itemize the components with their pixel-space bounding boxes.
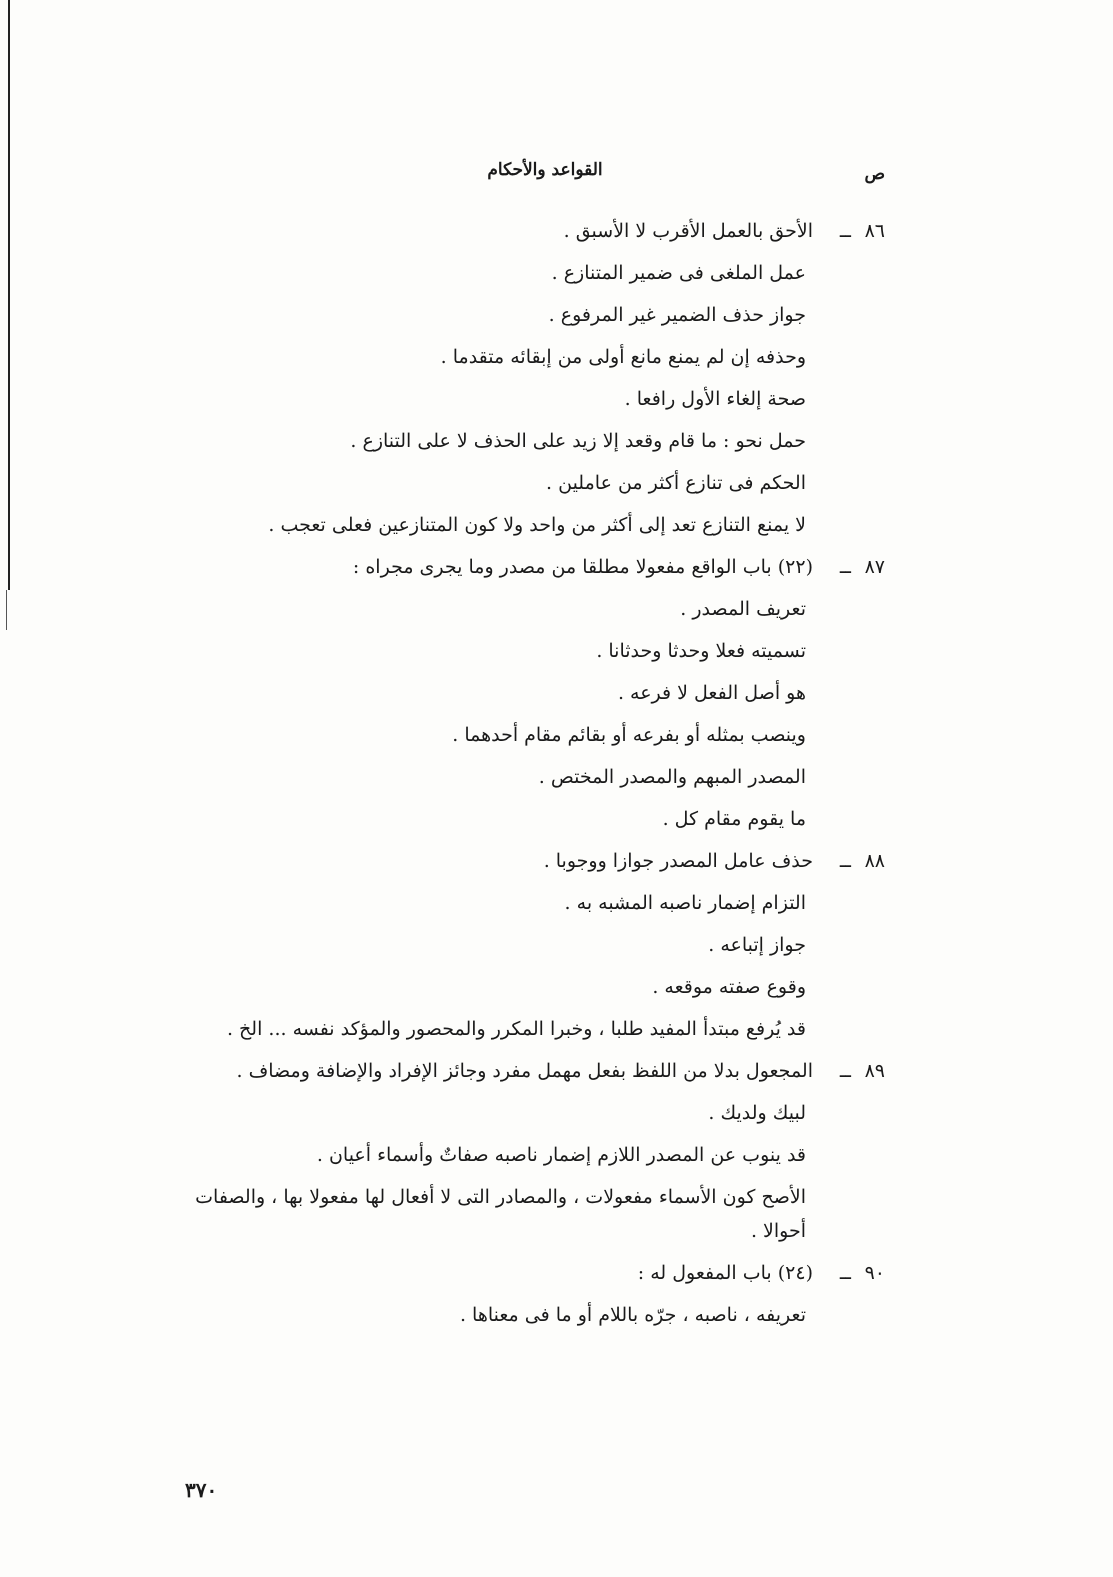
list-item bbox=[0, 1092, 1113, 1134]
entry-dash: ــ bbox=[839, 220, 851, 242]
entry-dash: ــ bbox=[839, 850, 851, 872]
entry-dash: ــ bbox=[839, 1262, 851, 1284]
entry-head bbox=[0, 840, 1113, 882]
header-title: القواعد والأحكام bbox=[487, 160, 603, 180]
page-number: ٣٧٠ bbox=[185, 1478, 218, 1502]
item-text: جواز إتباعه . bbox=[708, 934, 806, 956]
item-text: جواز حذف الضمير غير المرفوع . bbox=[548, 304, 806, 326]
list-item bbox=[0, 756, 1113, 798]
list-item bbox=[0, 966, 1113, 1008]
entries-list bbox=[0, 210, 1113, 1336]
item-text: التزام إضمار ناصبه المشبه به . bbox=[564, 892, 806, 914]
entry-dash: ــ bbox=[839, 556, 851, 578]
list-item bbox=[0, 504, 1113, 546]
list-item bbox=[0, 462, 1113, 504]
list-item bbox=[0, 882, 1113, 924]
entry-heading: الأحق بالعمل الأقرب لا الأسبق . bbox=[563, 220, 813, 242]
header-column-label: ص bbox=[864, 164, 885, 184]
entry-87 bbox=[0, 546, 1113, 840]
list-item bbox=[0, 714, 1113, 756]
list-item bbox=[0, 630, 1113, 672]
list-item bbox=[0, 252, 1113, 294]
item-text: تعريف المصدر . bbox=[680, 598, 806, 620]
entry-88 bbox=[0, 840, 1113, 1050]
list-item bbox=[0, 336, 1113, 378]
entry-dash: ــ bbox=[839, 1060, 851, 1082]
list-item bbox=[0, 924, 1113, 966]
item-text: عمل الملغى فى ضمير المتنازع . bbox=[551, 262, 806, 284]
item-text: ما يقوم مقام كل . bbox=[662, 808, 806, 830]
entry-90 bbox=[0, 1252, 1113, 1336]
item-text: قد ينوب عن المصدر اللازم إضمار ناصبه صفاتٌ وأسماء أعيان . bbox=[316, 1144, 806, 1166]
item-text: المصدر المبهم والمصدر المختص . bbox=[538, 766, 806, 788]
item-text: تسميته فعلا وحدثا وحدثانا . bbox=[596, 640, 806, 662]
item-text: وحذفه إن لم يمنع مانع أولى من إبقائه متقدما . bbox=[440, 346, 806, 368]
item-text: قد يُرفع مبتدأ المفيد طلبا ، وخبرا المكرر والمحصور والمؤكد نفسه ... الخ . bbox=[226, 1018, 806, 1040]
entry-heading: (٢٤) باب المفعول له : bbox=[637, 1262, 813, 1284]
entry-head bbox=[0, 1252, 1113, 1294]
entry-head bbox=[0, 546, 1113, 588]
list-item bbox=[0, 1134, 1113, 1176]
list-item bbox=[0, 294, 1113, 336]
entry-89 bbox=[0, 1050, 1113, 1252]
item-text: الأصح كون الأسماء مفعولات ، والمصادر التى لا أفعال لها مفعولا بها ، والصفات أحوالا . bbox=[195, 1186, 806, 1242]
entry-number: ٨٨ bbox=[864, 850, 885, 872]
entry-heading: حذف عامل المصدر جوازا ووجوبا . bbox=[543, 850, 813, 872]
list-item bbox=[0, 1008, 1113, 1050]
list-item bbox=[0, 798, 1113, 840]
list-item bbox=[0, 1176, 1113, 1252]
entry-head bbox=[0, 1050, 1113, 1092]
entry-number: ٩٠ bbox=[864, 1262, 885, 1284]
item-text: حمل نحو : ما قام وقعد إلا زيد على الحذف لا على التنازع . bbox=[350, 430, 806, 452]
entry-number: ٨٦ bbox=[864, 220, 885, 242]
page-header bbox=[0, 160, 1113, 190]
list-item bbox=[0, 378, 1113, 420]
item-text: وينصب بمثله أو بفرعه أو بقائم مقام أحدهما . bbox=[452, 724, 806, 746]
item-text: الحكم فى تنازع أكثر من عاملين . bbox=[546, 472, 806, 494]
item-text: لبيك ولديك . bbox=[708, 1102, 806, 1124]
entry-number: ٨٧ bbox=[864, 556, 885, 578]
entry-head bbox=[0, 210, 1113, 252]
item-text: تعريفه ، ناصبه ، جرّه باللام أو ما فى معناها . bbox=[459, 1304, 806, 1326]
item-text: هو أصل الفعل لا فرعه . bbox=[617, 682, 806, 704]
list-item bbox=[0, 588, 1113, 630]
item-text: لا يمنع التنازع تعد إلى أكثر من واحد ولا كون المتنازعين فعلى تعجب . bbox=[268, 514, 806, 536]
entry-number: ٨٩ bbox=[864, 1060, 885, 1082]
item-text: وقوع صفته موقعه . bbox=[652, 976, 806, 998]
list-item bbox=[0, 420, 1113, 462]
entry-heading: (٢٢) باب الواقع مفعولا مطلقا من مصدر وما يجرى مجراه : bbox=[352, 556, 813, 578]
entry-86 bbox=[0, 210, 1113, 546]
item-text: صحة إلغاء الأول رافعا . bbox=[624, 388, 806, 410]
list-item bbox=[0, 1294, 1113, 1336]
entry-heading: المجعول بدلا من اللفظ بفعل مهمل مفرد وجائز الإفراد والإضافة ومضاف . bbox=[236, 1060, 813, 1082]
list-item bbox=[0, 672, 1113, 714]
